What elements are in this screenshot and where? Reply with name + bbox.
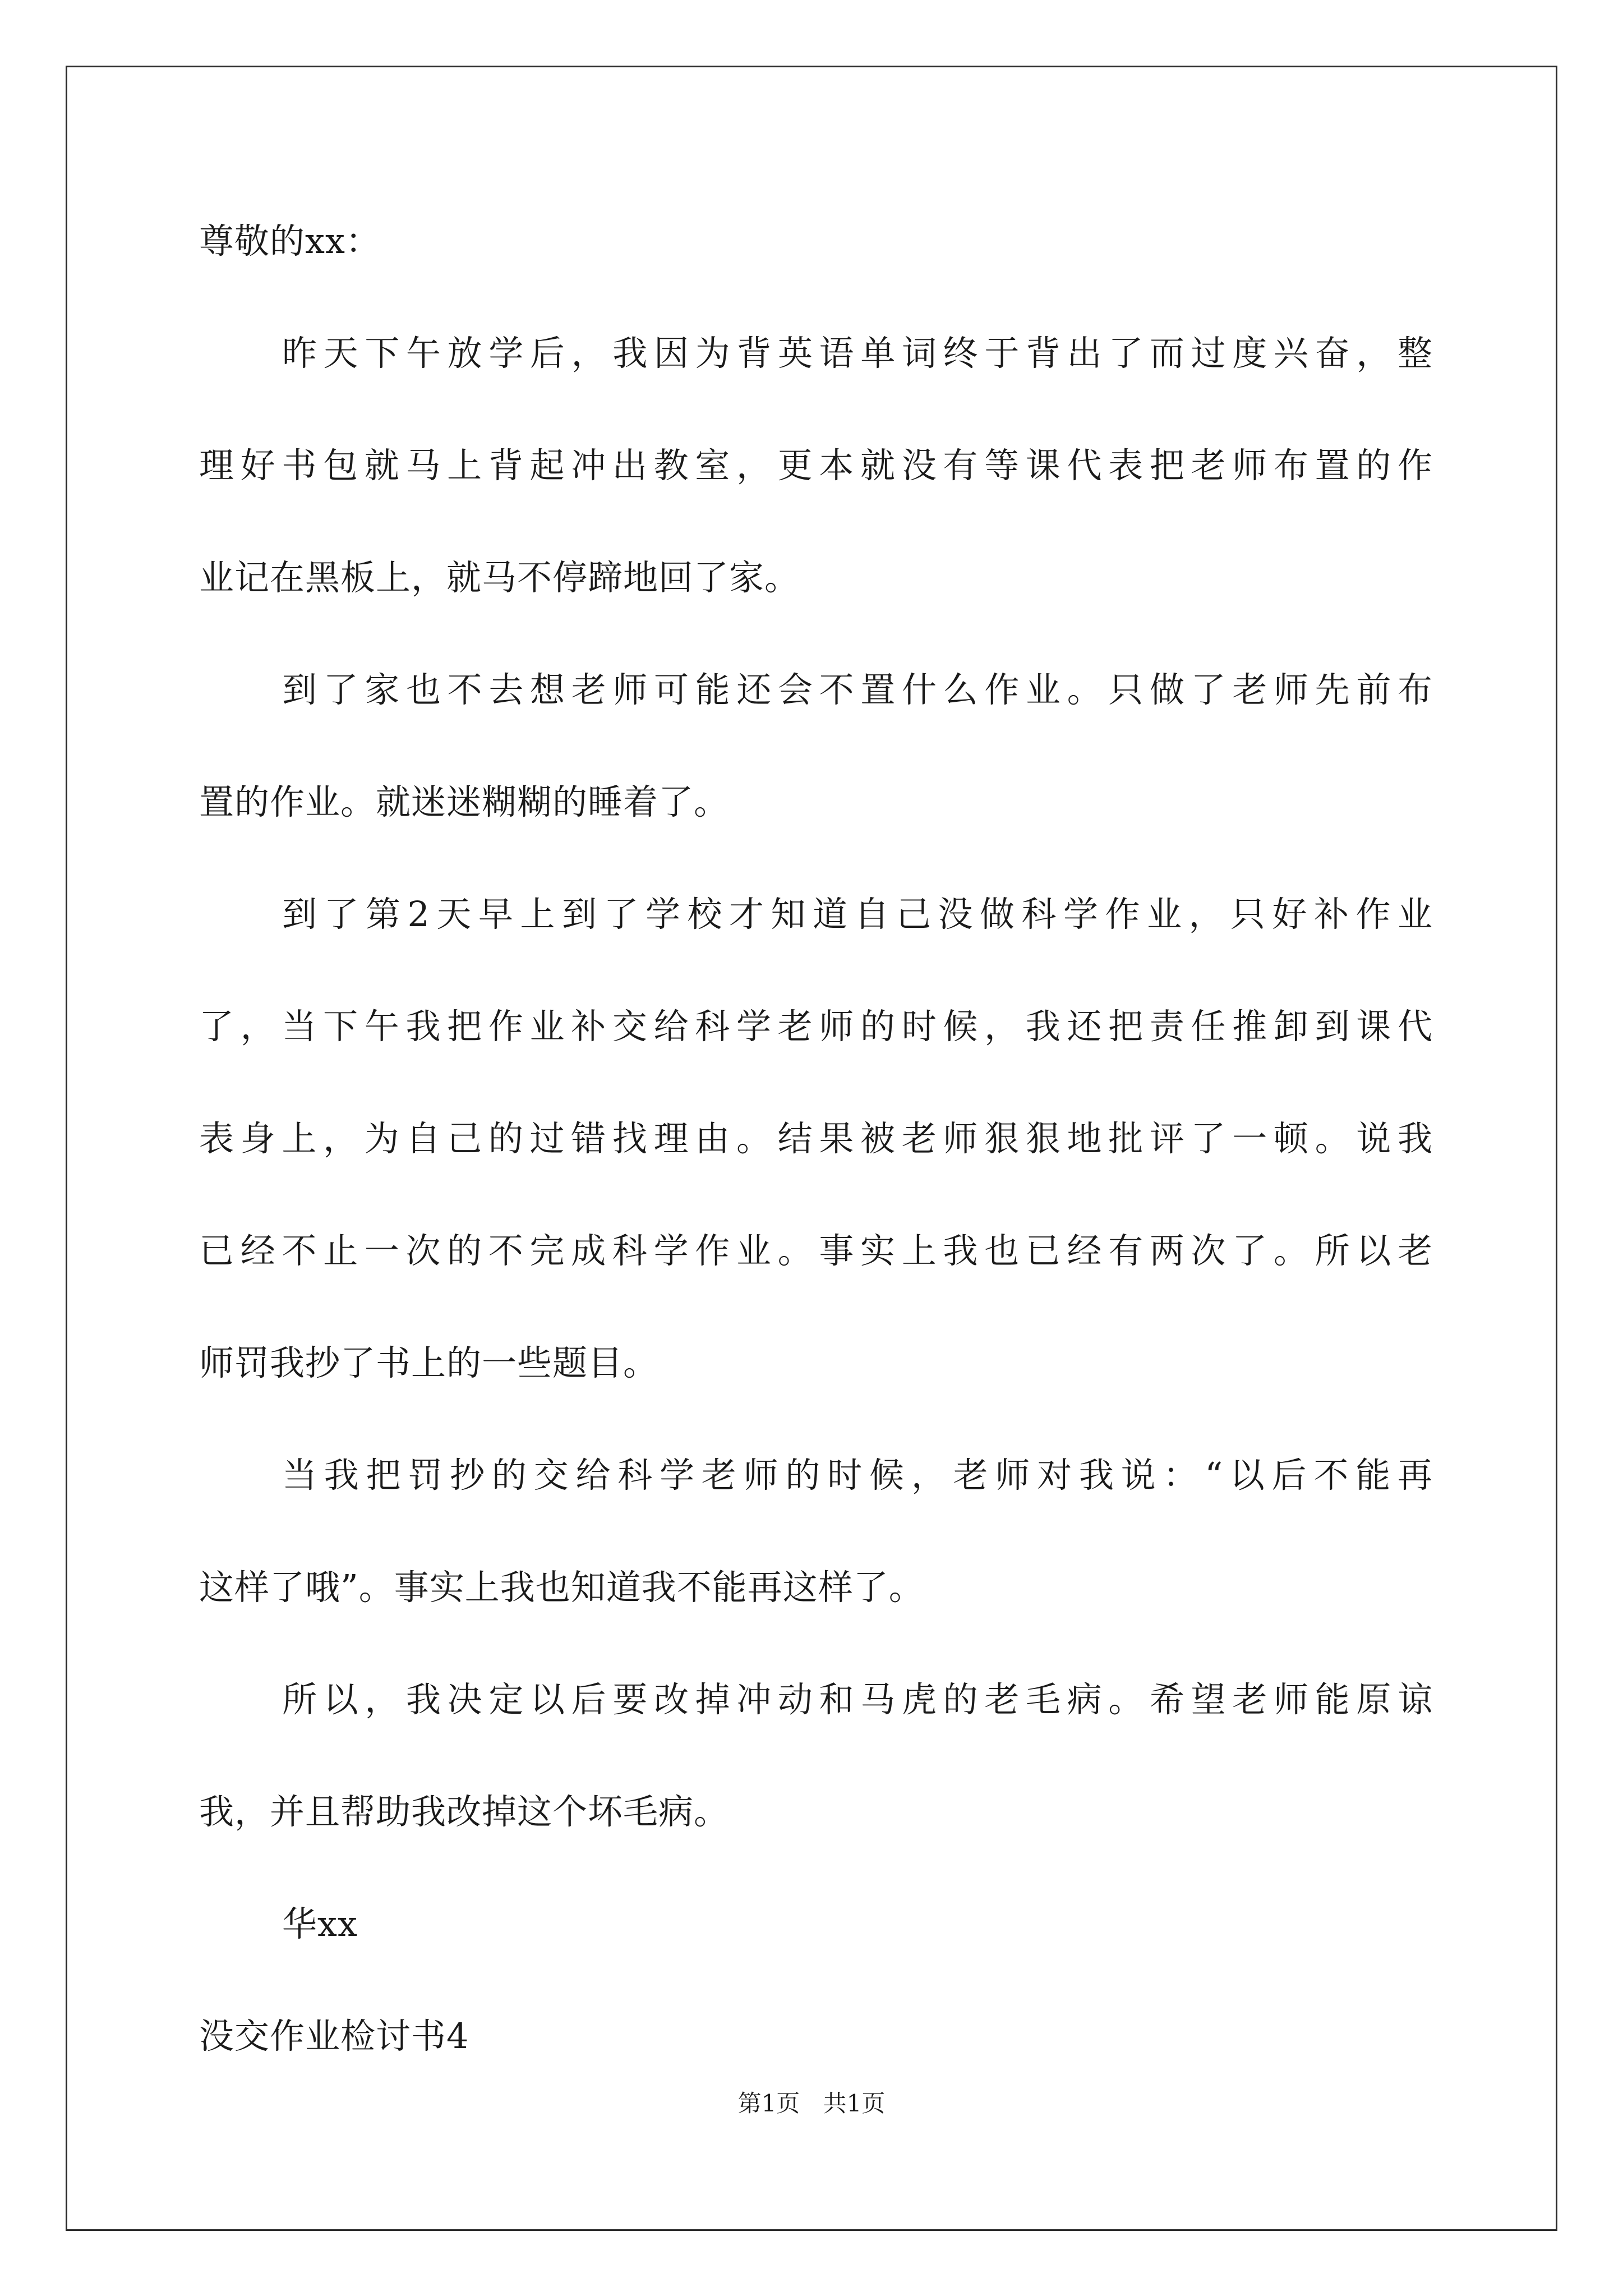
- salutation: 尊敬的xx：: [199, 220, 381, 261]
- paragraph-4-line-1: 当我把罚抄的交给科学老师的时候，老师对我说：“以后不能再: [282, 1455, 1433, 1496]
- paragraph-4-line-2: 这样了哦”。事实上我也知道我不能再这样了。: [199, 1567, 924, 1608]
- paragraph-3-line-2: 了，当下午我把作业补交给科学老师的时候，我还把责任推卸到课代: [199, 1006, 1433, 1047]
- page-number-current: 第1页: [737, 2090, 800, 2117]
- signature: 华xx: [282, 1903, 358, 1944]
- paragraph-1-line-2: 理好书包就马上背起冲出教室，更本就没有等课代表把老师布置的作: [199, 445, 1433, 486]
- paragraph-5-line-1: 所以，我决定以后要改掉冲动和马虎的老毛病。希望老师能原谅: [282, 1679, 1433, 1720]
- page-footer: [0, 2087, 1623, 2120]
- paragraph-1-line-3: 业记在黑板上，就马不停蹄地回了家。: [199, 557, 800, 598]
- letter-body: [199, 213, 1433, 2120]
- paragraph-3-line-1: 到了第2天早上到了学校才知道自己没做科学作业，只好补作业: [282, 894, 1433, 935]
- next-section-title: 没交作业检讨书4: [199, 2016, 469, 2056]
- page-number-total: 共1页: [823, 2090, 886, 2117]
- paragraph-5-line-2: 我，并且帮助我改掉这个坏毛病。: [199, 1791, 730, 1832]
- paragraph-3-line-3: 表身上，为自己的过错找理由。结果被老师狠狠地批评了一顿。说我: [199, 1118, 1433, 1159]
- paragraph-1-line-1: 昨天下午放学后，我因为背英语单词终于背出了而过度兴奋，整: [282, 333, 1433, 374]
- paragraph-3-line-4: 已经不止一次的不完成科学作业。事实上我也已经有两次了。所以老: [199, 1230, 1433, 1271]
- paragraph-2-line-2: 置的作业。就迷迷糊糊的睡着了。: [199, 781, 730, 822]
- paragraph-3-line-5: 师罚我抄了书上的一些题目。: [199, 1342, 659, 1383]
- paragraph-2-line-1: 到了家也不去想老师可能还会不置什么作业。只做了老师先前布: [282, 669, 1433, 710]
